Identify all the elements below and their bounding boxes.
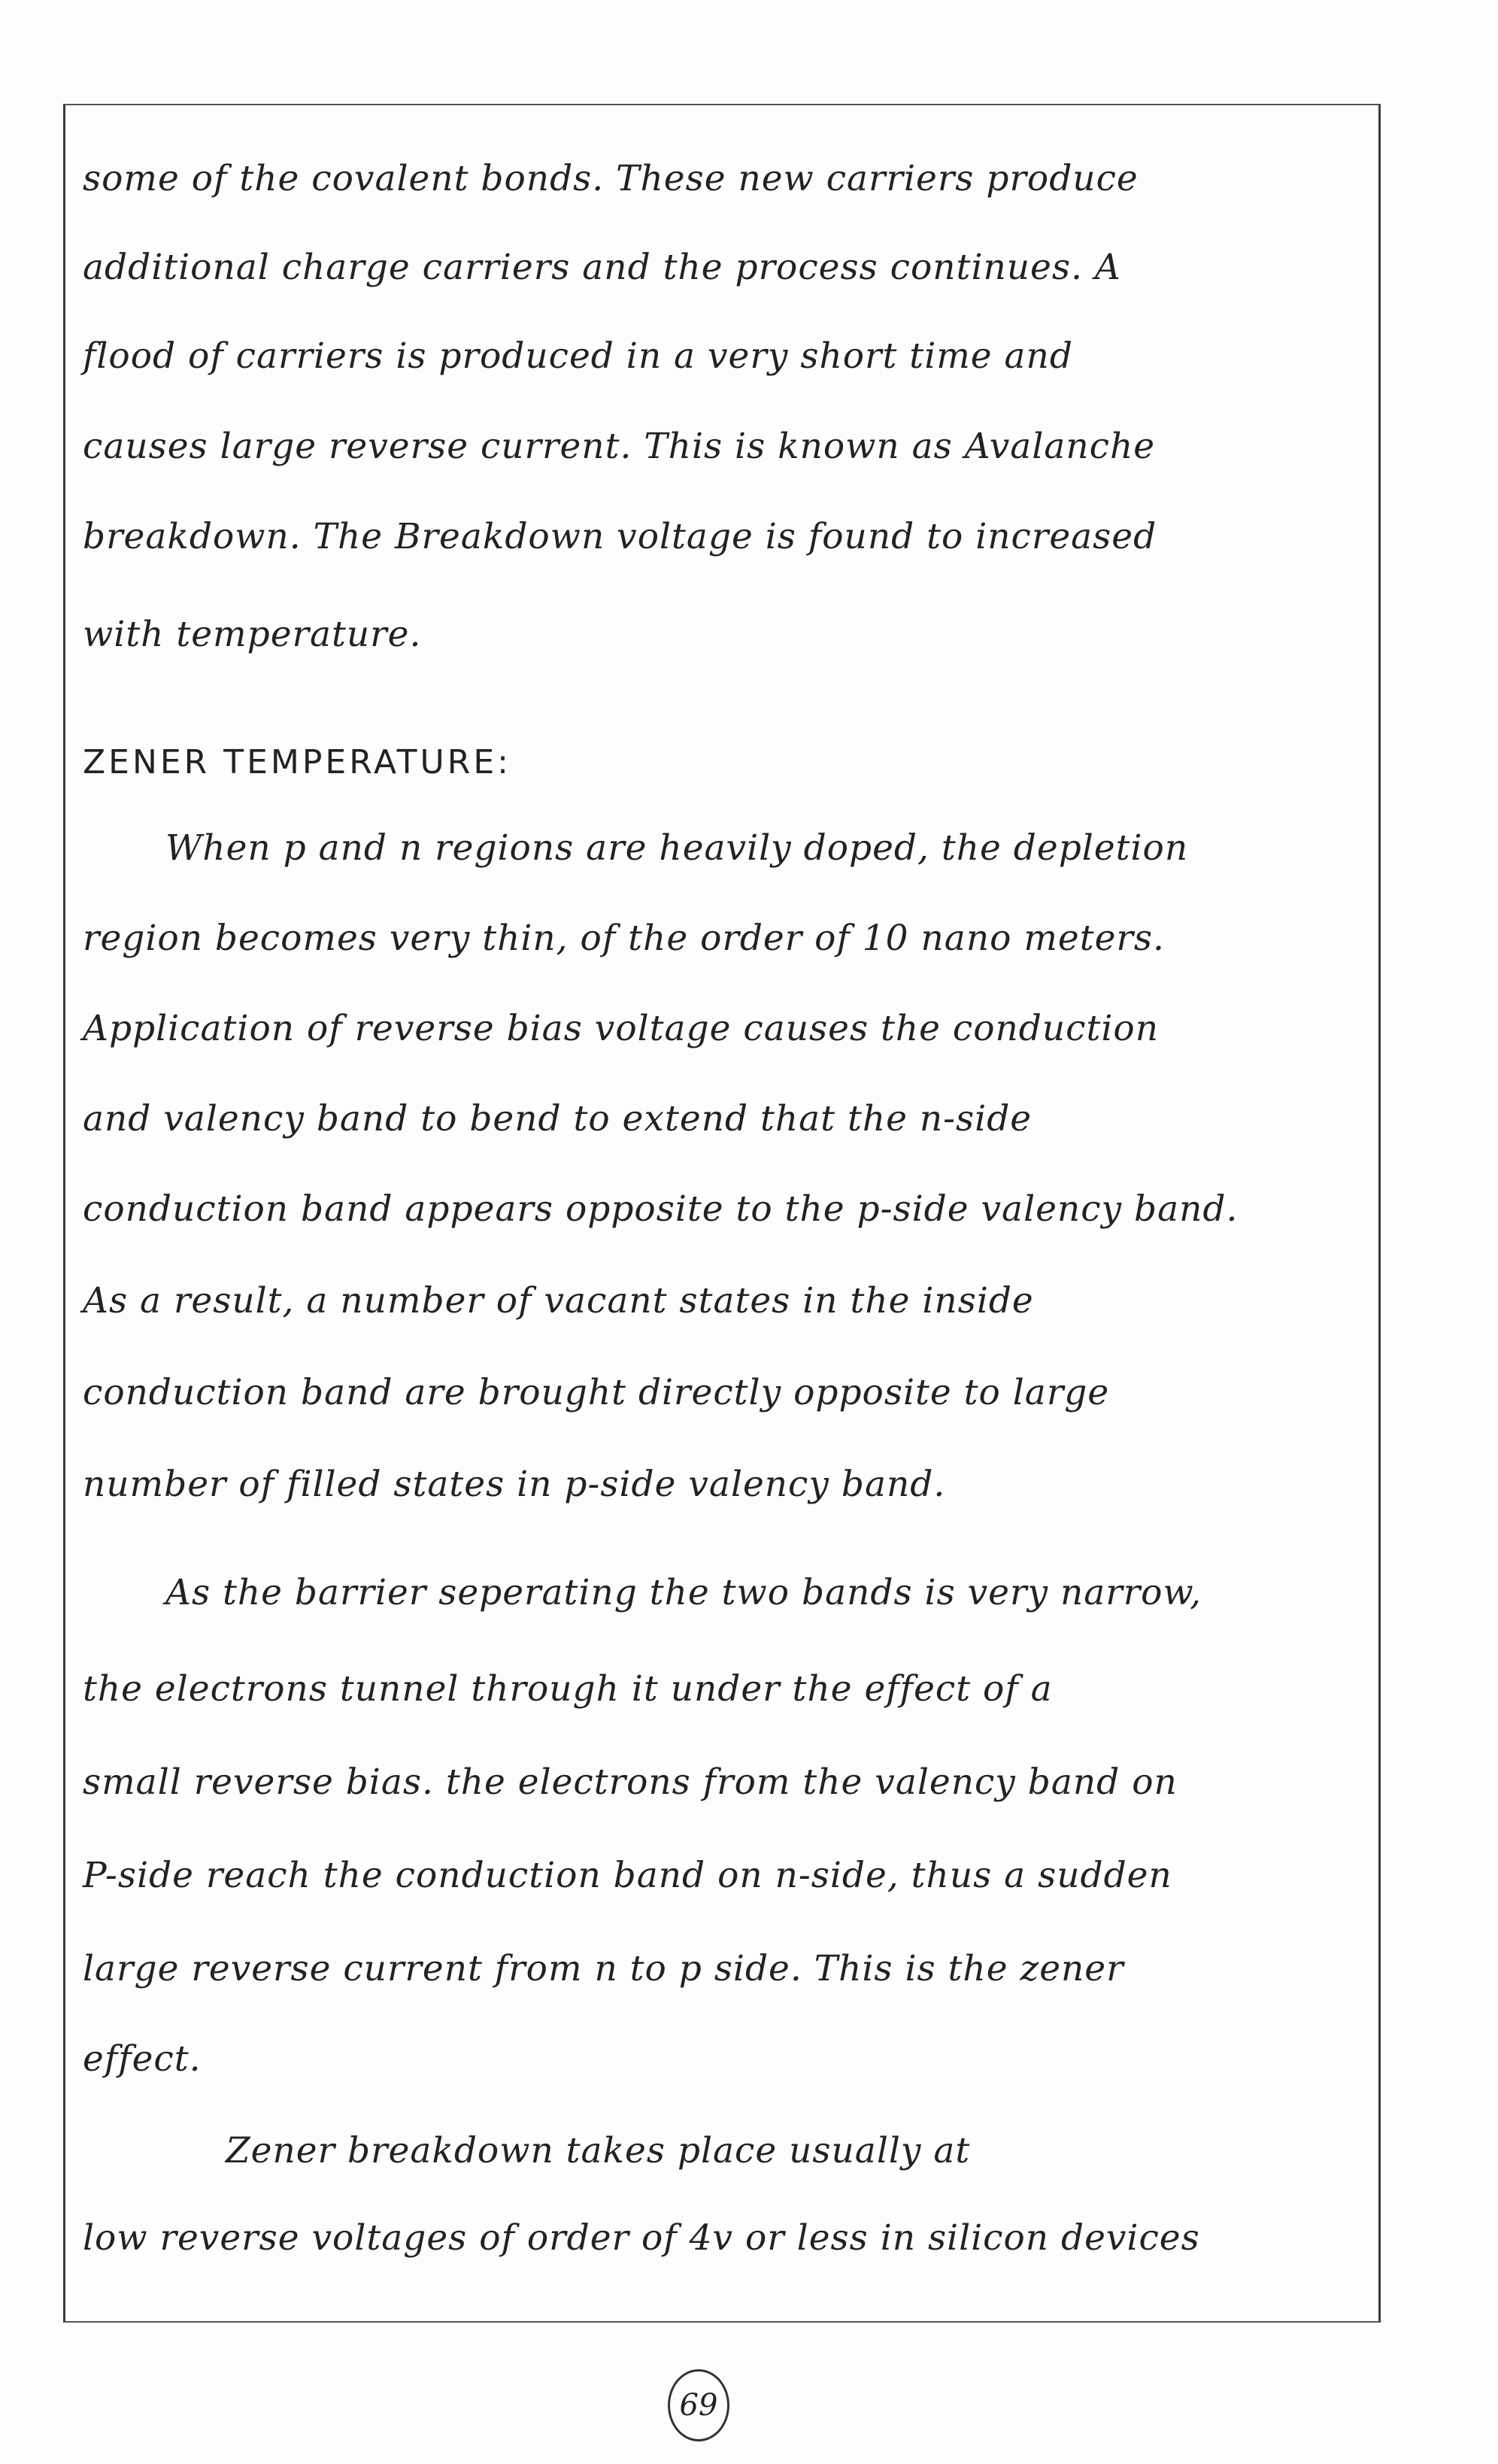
text-line-content: low reverse voltages of order of 4v or less in silicon devices — [83, 2217, 1200, 2259]
text-line-content: region becomes very thin, of the order of 10 nano meters. — [83, 918, 1165, 959]
text-line-content: As a result, a number of vacant states in the inside — [83, 1280, 1034, 1322]
text-line-content: As the barrier seperating the two bands is very narrow, — [165, 1572, 1202, 1613]
text-line-content: additional charge carriers and the process continues. A — [83, 247, 1121, 288]
text-line-content: causes large reverse current. This is known as Avalanche — [83, 426, 1156, 467]
text-line-content: Zener breakdown takes place usually at — [226, 2130, 971, 2171]
text-line-content: breakdown. The Breakdown voltage is found to increased — [83, 516, 1157, 557]
text-line-content: effect. — [83, 2038, 202, 2080]
text-line-content: conduction band are brought directly opposite to large — [83, 1372, 1110, 1413]
text-line-content: flood of carriers is produced in a very short time and — [83, 335, 1073, 377]
text-line-content: number of filled states in p-side valency band. — [83, 1464, 946, 1505]
text-line-content: small reverse bias. the electrons from the valency band on — [83, 1762, 1178, 1803]
text-line-content: When p and n regions are heavily doped, the depletion — [165, 827, 1189, 869]
text-line-content: some of the covalent bonds. These new carriers produce — [83, 158, 1139, 199]
text-line-content: P-side reach the conduction band on n-side, thus a sudden — [83, 1855, 1172, 1896]
text-line-content: the electrons tunnel through it under the effect of a — [83, 1668, 1053, 1710]
section-heading-text: ZENER TEMPERATURE: — [83, 743, 511, 781]
page-number: 69 — [668, 2369, 729, 2441]
text-line-content: and valency band to bend to extend that the n-side — [83, 1098, 1033, 1139]
text-line-content: with temperature. — [83, 614, 422, 655]
text-line-content: Application of reverse bias voltage causes the conduction — [83, 1008, 1159, 1049]
text-line-content: conduction band appears opposite to the p-side valency band. — [83, 1188, 1239, 1230]
text-line-content: large reverse current from n to p side. This is the zener — [83, 1948, 1124, 1989]
